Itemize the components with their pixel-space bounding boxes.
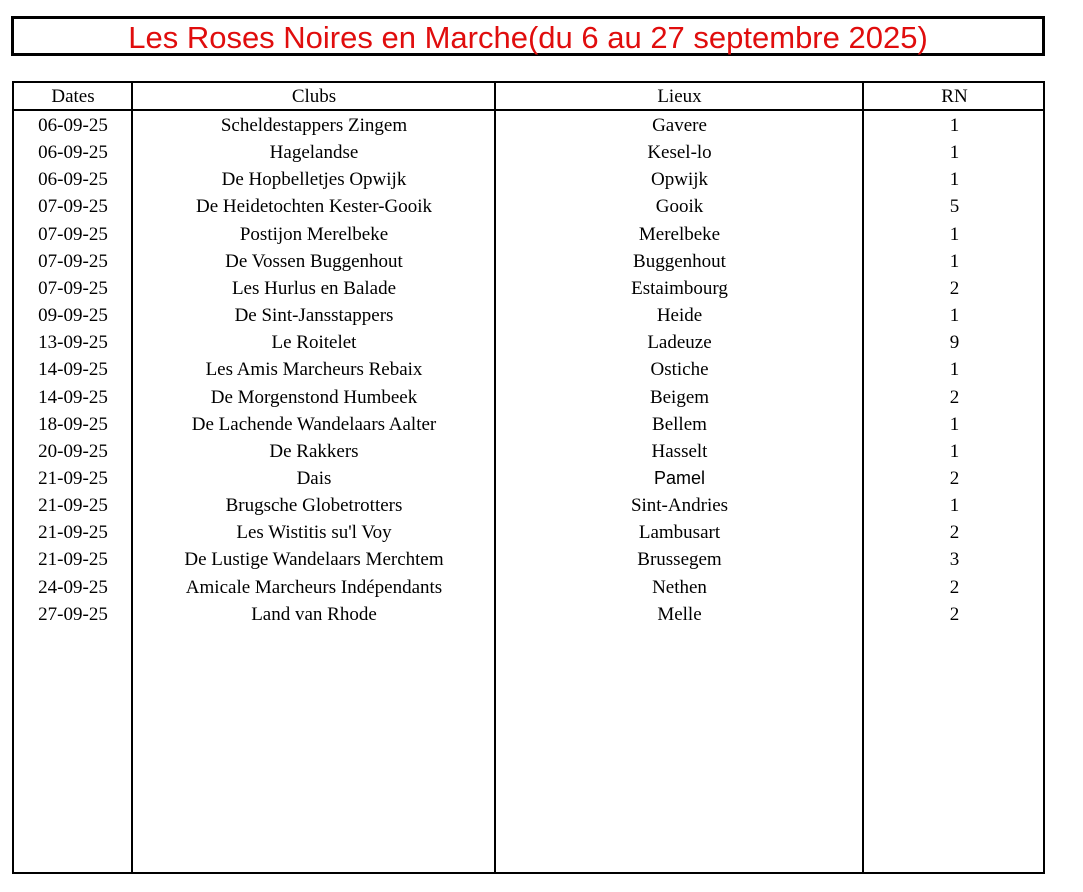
table-row bbox=[14, 248, 1043, 275]
table-row bbox=[14, 356, 1043, 383]
table-row bbox=[14, 329, 1043, 356]
header-lieux: Lieux bbox=[657, 86, 702, 107]
cell-club: De Sint-Jansstappers bbox=[234, 305, 394, 327]
cell-club: Les Wistitis su'l Voy bbox=[236, 522, 392, 544]
cell-club: De Heidetochten Kester-Gooik bbox=[196, 196, 432, 218]
table-row bbox=[14, 438, 1043, 465]
cell-lieu: Heide bbox=[656, 305, 703, 327]
cell-date: 18-09-25 bbox=[38, 413, 108, 435]
cell-lieu: Gooik bbox=[655, 196, 704, 218]
cell-date: 09-09-25 bbox=[38, 305, 108, 327]
cell-date: 21-09-25 bbox=[38, 522, 108, 544]
cell-rn: 2 bbox=[949, 386, 960, 408]
cell-lieu: Kesel-lo bbox=[647, 142, 712, 164]
cell-rn: 2 bbox=[949, 576, 960, 598]
cell-club: Amicale Marcheurs Indépendants bbox=[185, 576, 443, 598]
table-row bbox=[14, 465, 1043, 492]
cell-rn: 1 bbox=[949, 413, 960, 435]
cell-lieu: Lambusart bbox=[638, 522, 721, 544]
cell-date: 14-09-25 bbox=[38, 386, 108, 408]
cell-club: De Lachende Wandelaars Aalter bbox=[191, 413, 437, 435]
cell-rn: 1 bbox=[949, 440, 960, 462]
cell-club: De Lustige Wandelaars Merchtem bbox=[184, 549, 444, 571]
table-row bbox=[14, 139, 1043, 166]
cell-rn: 1 bbox=[949, 495, 960, 517]
cell-date: 06-09-25 bbox=[38, 142, 108, 164]
cell-lieu: Opwijk bbox=[651, 169, 708, 191]
schedule-table bbox=[12, 81, 1045, 874]
cell-rn: 2 bbox=[949, 603, 960, 625]
cell-lieu: Brussegem bbox=[637, 549, 722, 571]
table-row bbox=[14, 411, 1043, 438]
cell-lieu: Bellem bbox=[652, 413, 707, 435]
cell-club: Brugsche Globetrotters bbox=[225, 495, 403, 517]
table-row bbox=[14, 166, 1043, 193]
cell-lieu: Buggenhout bbox=[633, 250, 726, 272]
table-row bbox=[14, 601, 1043, 628]
cell-date: 27-09-25 bbox=[38, 603, 108, 625]
title-box bbox=[11, 16, 1045, 56]
cell-rn: 2 bbox=[949, 467, 960, 489]
cell-club: Les Hurlus en Balade bbox=[231, 277, 397, 299]
cell-lieu: Sint-Andries bbox=[630, 495, 729, 517]
cell-lieu: Merelbeke bbox=[638, 223, 721, 245]
cell-rn: 2 bbox=[949, 522, 960, 544]
cell-lieu: Gavere bbox=[652, 115, 707, 136]
page-title: Les Roses Noires en Marche(du 6 au 27 septembre 2025) bbox=[128, 20, 928, 55]
table-row bbox=[14, 384, 1043, 411]
cell-rn: 1 bbox=[949, 223, 960, 245]
cell-rn: 2 bbox=[949, 277, 960, 299]
cell-lieu: Hasselt bbox=[651, 440, 708, 462]
cell-lieu: Pamel bbox=[653, 467, 706, 488]
table-row bbox=[14, 193, 1043, 220]
cell-club: Les Amis Marcheurs Rebaix bbox=[205, 359, 423, 381]
cell-club: Land van Rhode bbox=[251, 603, 377, 625]
header-rn: RN bbox=[941, 86, 968, 107]
cell-date: 14-09-25 bbox=[38, 359, 108, 381]
cell-club: Hagelandse bbox=[269, 142, 359, 164]
cell-date: 07-09-25 bbox=[38, 250, 108, 272]
table-row bbox=[14, 492, 1043, 519]
cell-date: 07-09-25 bbox=[38, 223, 108, 245]
cell-club: Postijon Merelbeke bbox=[239, 223, 389, 245]
table-row bbox=[14, 546, 1043, 573]
cell-date: 13-09-25 bbox=[38, 332, 108, 354]
cell-date: 24-09-25 bbox=[38, 576, 108, 598]
cell-club: Dais bbox=[296, 467, 332, 489]
cell-rn: 5 bbox=[949, 196, 960, 218]
cell-date: 07-09-25 bbox=[38, 196, 108, 218]
cell-rn: 1 bbox=[949, 115, 960, 136]
cell-date: 07-09-25 bbox=[38, 277, 108, 299]
header-dates: Dates bbox=[51, 86, 95, 107]
table-row bbox=[14, 112, 1043, 139]
header-clubs: Clubs bbox=[291, 86, 337, 107]
cell-date: 20-09-25 bbox=[38, 440, 108, 462]
cell-club: De Hopbelletjes Opwijk bbox=[221, 169, 407, 191]
cell-club: De Rakkers bbox=[269, 440, 359, 462]
cell-club: De Vossen Buggenhout bbox=[225, 250, 403, 272]
table-row bbox=[14, 275, 1043, 302]
cell-rn: 1 bbox=[949, 169, 960, 191]
table-row bbox=[14, 574, 1043, 601]
cell-lieu: Estaimbourg bbox=[631, 277, 728, 299]
cell-date: 21-09-25 bbox=[38, 467, 108, 489]
table-row bbox=[14, 302, 1043, 329]
cell-date: 21-09-25 bbox=[38, 549, 108, 571]
cell-rn: 1 bbox=[949, 359, 960, 381]
cell-lieu: Ladeuze bbox=[647, 332, 712, 354]
table-row bbox=[14, 519, 1043, 546]
cell-rn: 1 bbox=[949, 305, 960, 327]
cell-lieu: Melle bbox=[657, 603, 702, 625]
cell-rn: 3 bbox=[949, 549, 960, 571]
cell-lieu: Ostiche bbox=[650, 359, 709, 381]
cell-lieu: Nethen bbox=[652, 576, 707, 598]
cell-date: 06-09-25 bbox=[38, 115, 108, 136]
cell-date: 21-09-25 bbox=[38, 495, 108, 517]
cell-club: Le Roitelet bbox=[271, 332, 357, 354]
cell-club: De Morgenstond Humbeek bbox=[210, 386, 418, 408]
cell-rn: 9 bbox=[949, 332, 960, 354]
cell-rn: 1 bbox=[949, 142, 960, 164]
cell-lieu: Beigem bbox=[649, 386, 710, 408]
cell-date: 06-09-25 bbox=[38, 169, 108, 191]
cell-rn: 1 bbox=[949, 250, 960, 272]
table-row bbox=[14, 221, 1043, 248]
cell-club: Scheldestappers Zingem bbox=[220, 115, 408, 136]
